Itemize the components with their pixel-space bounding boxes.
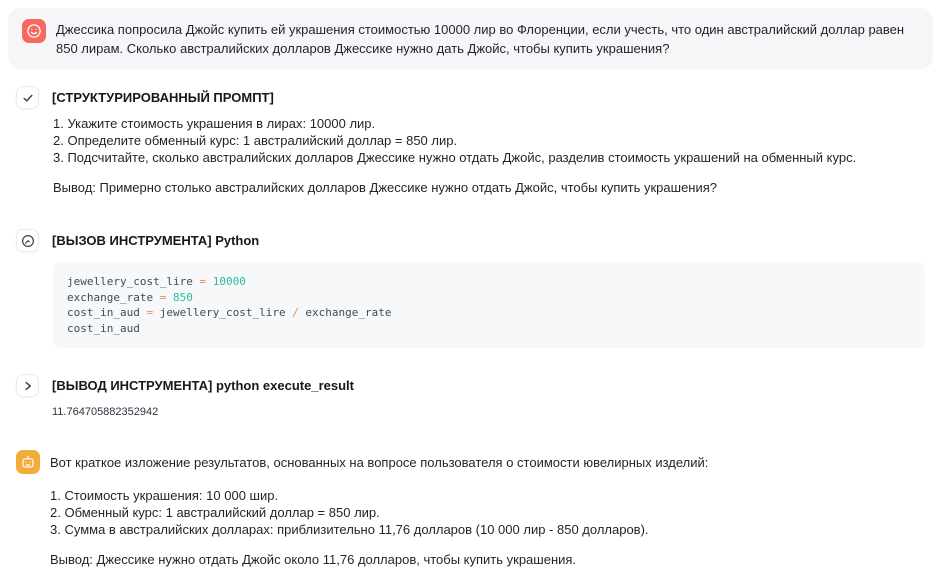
assistant-point: 2. Обменный курс: 1 австралийский доллар = 850 лир.: [50, 505, 380, 520]
user-message: [8, 8, 933, 69]
assistant-conclusion: Вывод: Джессике нужно отдать Джойс около 11,76 долларов, чтобы купить украшения.: [50, 552, 577, 567]
chevron-right-icon[interactable]: [16, 374, 39, 397]
tool-call-title: [ВЫЗОВ ИНСТРУМЕНТА] Python: [52, 233, 260, 248]
structured-prompt-step: 1. Укажите стоимость украшения в лирах: 10000 лир.: [53, 116, 376, 131]
assistant-point: 1. Стоимость украшения: 10 000 шир.: [50, 488, 279, 503]
tool-output-title: [ВЫВОД ИНСТРУМЕНТА] python execute_result: [52, 378, 354, 393]
python-code: jewellery_cost_lire = 10000 exchange_rate = 850 cost_in_aud = jewellery_cost_lire / exchange_rate cost_in_aud: [53, 262, 925, 348]
assistant-point: 3. Сумма в австралийских долларах: приблизительно 11,76 долларов (10 000 лир - 850 долларов).: [50, 522, 649, 537]
tool-output-result: 11.764705882352942: [52, 406, 159, 418]
user-avatar-icon: [22, 19, 46, 43]
structured-prompt-step: 3. Подсчитайте, сколько австралийских долларов Джессике нужно отдать Джойс, разделив стоимость украшений на обменный курс.: [53, 150, 857, 165]
assistant-message: [16, 450, 933, 568]
assistant-intro: Вот краткое изложение результатов, основанных на вопросе пользователя о стоимости ювелирных изделий:: [50, 455, 709, 470]
structured-prompt-step: 2. Определите обменный курс: 1 австралийский доллар = 850 лир.: [53, 133, 458, 148]
tool-call-section: [16, 229, 933, 348]
tool-call-icon[interactable]: [16, 229, 39, 252]
check-icon[interactable]: [16, 86, 39, 109]
tool-output-section: [16, 374, 933, 418]
assistant-avatar-icon: [16, 450, 40, 474]
structured-prompt-conclusion: Вывод: Примерно столько австралийских долларов Джессике нужно отдать Джойс, чтобы купить украшения?: [53, 180, 718, 195]
user-message-text: Джессика попросила Джойс купить ей украшения стоимостью 10000 лир во Флоренции, если учесть, что один австралийский доллар равен 850 лирам. Сколько австралийских долларов Джессике нужно дать Джойс, чтобы купить украшения?: [56, 22, 905, 56]
structured-prompt-title: [СТРУКТУРИРОВАННЫЙ ПРОМПТ]: [52, 90, 274, 105]
structured-prompt-section: [16, 86, 933, 196]
